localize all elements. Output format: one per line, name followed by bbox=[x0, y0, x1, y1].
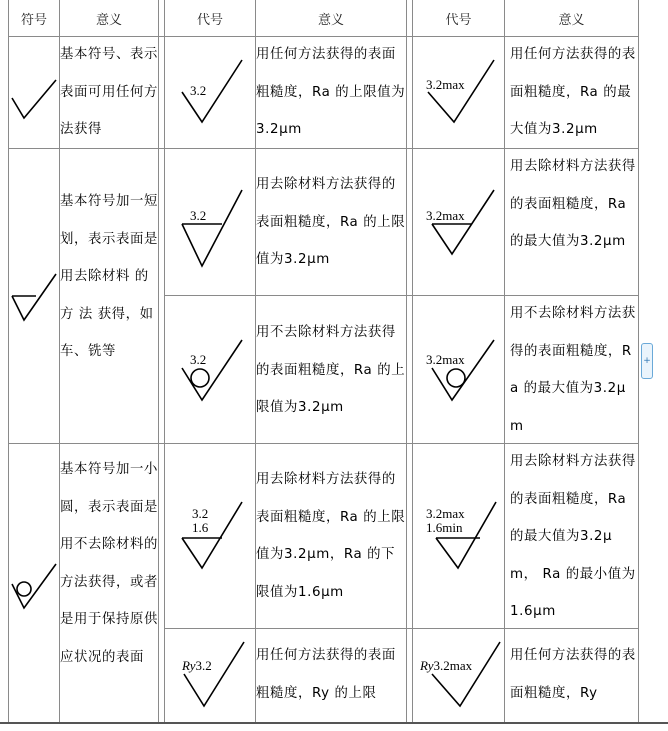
header-code: 代号 bbox=[196, 12, 223, 28]
grid-line bbox=[164, 0, 165, 722]
code-label: 3.2 bbox=[195, 658, 212, 673]
code-3.2-removal-icon bbox=[180, 188, 244, 270]
grid-line bbox=[638, 0, 639, 722]
code-label: 3.2 bbox=[192, 506, 209, 521]
code-max-meaning: 用任何方法获得的表面粗糙度，Ra 的最大值为3.2μm bbox=[510, 47, 636, 137]
code-max-meaning: 用去除材料方法获得的表面粗糙度，Ra 的最大值为3.2μm bbox=[510, 159, 636, 249]
code-3.2max-1.6min-icon bbox=[424, 500, 500, 572]
code-ry3.2-icon bbox=[180, 640, 246, 710]
header-meaning: 意义 bbox=[558, 12, 585, 28]
code-3.2-1.6-removal-icon bbox=[180, 500, 244, 572]
code-label: 3.2 bbox=[190, 208, 207, 223]
code-3.2-any-icon bbox=[180, 58, 244, 124]
code-3.2max-removal-icon bbox=[424, 188, 498, 258]
grid-line bbox=[412, 0, 413, 722]
code-label: 3.2 bbox=[190, 352, 207, 367]
header-symbol: 符号 bbox=[20, 12, 47, 28]
code-meaning: 用去除材料方法获得的表面粗糙度，Ra 的上限值为3.2μm，Ra 的下限值为1.6μm bbox=[256, 472, 406, 600]
code-meaning: 用任何方法获得的表面粗糙度，Ra 的上限值为3.2μm bbox=[256, 47, 406, 137]
code-label: 3.2max bbox=[433, 658, 473, 673]
symbol-meaning: 基本符号加一小圆，表示表面是用不去除材料的方法获得，或者是用于保持原供应状况的表面 bbox=[60, 462, 158, 665]
header-meaning: 意义 bbox=[95, 12, 122, 28]
symbol-meaning: 基本符号、表示表面可用任何方法获得 bbox=[60, 47, 158, 137]
code-meaning: 用不去除材料方法获得的表面粗糙度，Ra 的上限值为3.2μm bbox=[256, 325, 406, 415]
code-label: 3.2max bbox=[426, 208, 465, 223]
code-label: 3.2 bbox=[190, 83, 207, 98]
code-label: 3.2max bbox=[426, 352, 465, 367]
code-max-meaning: 用任何方法获得的表面粗糙度，Ry bbox=[510, 648, 636, 701]
no-removal-symbol-icon bbox=[10, 562, 58, 612]
code-max-meaning: 用去除材料方法获得的表面粗糙度，Ra 的最大值为3.2μm， Ra 的最小值为1.6μm bbox=[510, 454, 636, 619]
svg-text:Ry3.2 bbox=[181, 658, 212, 673]
page-bottom-rule bbox=[0, 722, 668, 724]
code-meaning: 用去除材料方法获得的表面粗糙度，Ra 的上限值为3.2μm bbox=[256, 177, 406, 267]
symbol-meaning: 基本符号加一短划，表示表面是用去除材料 的 方 法 获得，如车、铣等 bbox=[60, 194, 158, 359]
scroll-handle[interactable]: + bbox=[641, 343, 653, 379]
code-label-prefix: Ry bbox=[420, 658, 434, 673]
code-label: 3.2max bbox=[426, 506, 465, 521]
code-ry3.2max-icon bbox=[420, 640, 502, 710]
grid-line bbox=[158, 0, 159, 722]
code-3.2-no-removal-icon bbox=[180, 338, 244, 404]
code-label: 3.2max bbox=[426, 77, 465, 92]
code-label: 1.6min bbox=[426, 520, 463, 535]
svg-text:Ry3.2max bbox=[420, 658, 473, 673]
grid-line bbox=[504, 0, 505, 722]
code-label-prefix: Ry bbox=[182, 658, 196, 673]
header-code: 代号 bbox=[445, 12, 472, 28]
code-meaning: 用任何方法获得的表面粗糙度，Ry 的上限 bbox=[256, 648, 396, 701]
header-meaning: 意义 bbox=[317, 12, 344, 28]
code-3.2max-any-icon bbox=[424, 58, 498, 124]
grid-line bbox=[8, 0, 9, 722]
code-3.2max-no-removal-icon bbox=[424, 338, 498, 404]
code-label: 1.6 bbox=[192, 520, 209, 535]
grid-line bbox=[406, 0, 407, 722]
removal-symbol-icon bbox=[10, 272, 58, 324]
basic-symbol-icon bbox=[10, 78, 58, 122]
code-max-meaning: 用不去除材料方法获得的表面粗糙度，Ra 的最大值为3.2μm bbox=[510, 306, 636, 434]
